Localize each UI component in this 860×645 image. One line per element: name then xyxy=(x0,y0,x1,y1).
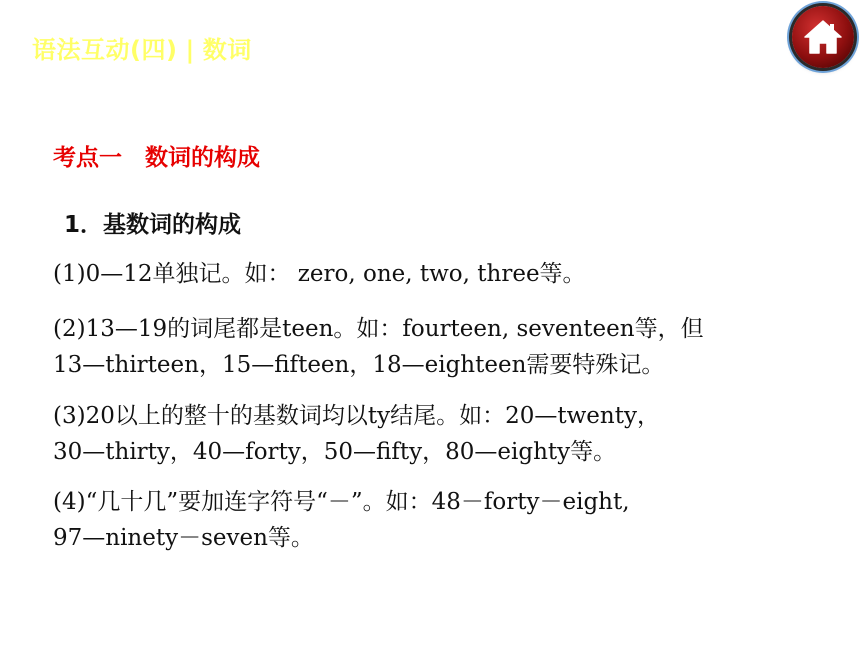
home-button[interactable] xyxy=(792,6,854,68)
paragraph-4 xyxy=(53,484,823,556)
paragraph-line: (4)“几十几”要加连字符号“－”。如：48－forty－eight, xyxy=(53,489,630,515)
slide-header-title xyxy=(32,30,252,65)
subheading: 1．基数词的构成 xyxy=(64,212,242,238)
home-icon xyxy=(803,17,843,57)
paragraph-2 xyxy=(53,311,823,383)
paragraph-1 xyxy=(53,256,823,292)
section-title: 考点一 数词的构成 xyxy=(53,145,260,171)
header-title-main: 语法互动(四) xyxy=(32,36,178,64)
paragraph-line: 30—thirty，40—forty，50—fifty，80—eighty等。 xyxy=(53,439,617,465)
header-title-topic: 数词 xyxy=(202,36,252,64)
header-title-separator: | xyxy=(185,36,195,64)
paragraph-line: 13—thirteen，15—fifteen，18—eighteen需要特殊记。 xyxy=(53,352,665,378)
paragraph-3 xyxy=(53,398,823,470)
paragraph-line: (1)0—12单独记。如： zero, one, two, three等。 xyxy=(53,261,586,287)
paragraph-line: 97—ninety－seven等。 xyxy=(53,525,314,551)
paragraph-line: (3)20以上的整十的基数词均以ty结尾。如：20—twenty， xyxy=(53,403,660,429)
paragraph-line: (2)13—19的词尾都是teen。如：fourteen, seventeen等，但 xyxy=(53,316,704,342)
